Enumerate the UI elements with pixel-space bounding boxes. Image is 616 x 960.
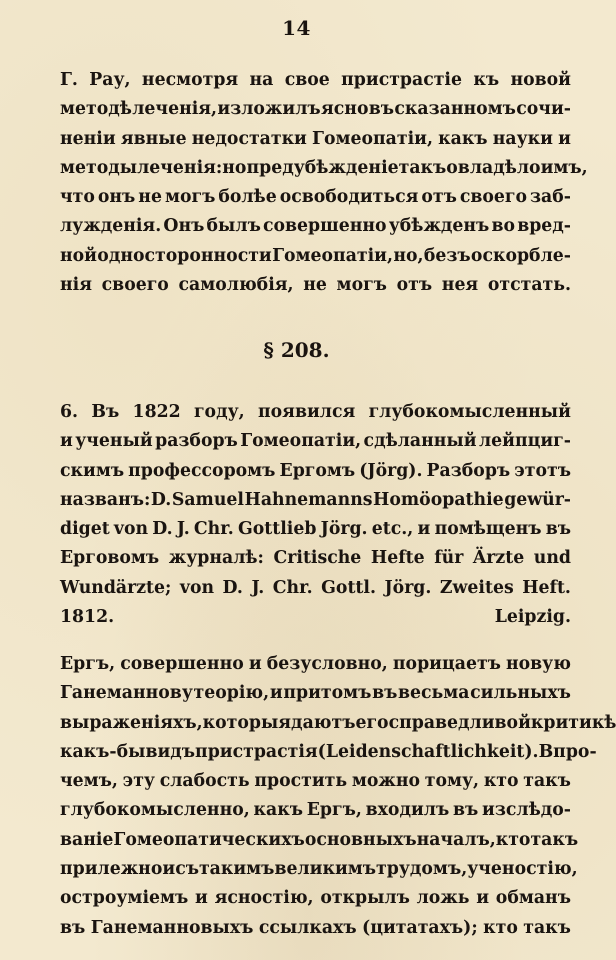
section-heading: § 208. bbox=[263, 338, 330, 362]
text-line: глубокомысленно, какъ Ергъ, входилъ въ изслѣдо- bbox=[60, 800, 571, 821]
paragraph-jorg-critique bbox=[60, 650, 616, 943]
text-line: Ганеманнову теорію, и притомъ въ весьма сильныхъ bbox=[60, 683, 571, 704]
text-line: diget von D. J. Chr. Gottlieb Jörg. etc., и помѣщенъ въ bbox=[60, 519, 571, 540]
text-line: скимъ профессоромъ Ергомъ (Jörg). Разборъ этотъ bbox=[60, 460, 571, 481]
text-line: и ученый разборъ Гомеопатіи, сдѣланный лейпциг- bbox=[60, 431, 571, 452]
text-line: ной односторонности Гомеопатіи, но, безъ оскорбле- bbox=[60, 245, 571, 266]
text-line: методы леченія: но предубѣжденіе такъ овладѣло имъ, bbox=[60, 157, 588, 178]
paragraph-jorg-review bbox=[60, 398, 571, 632]
text-line: нія своего самолюбія, не могъ отъ нея отстать. bbox=[60, 275, 571, 296]
text-line: ваніе Гомеопатическихъ основныхъ началъ, кто такъ bbox=[60, 829, 579, 850]
text-line: какъ-бы видъ пристрастія ( Leidenschaftlichkeit). Впро- bbox=[60, 741, 597, 762]
text-line: 6. Въ 1822 году, появился глубокомысленный bbox=[60, 402, 571, 422]
text-line: выраженіяхъ, которыя даютъ его справедливой критикѣ bbox=[60, 712, 616, 733]
text-line: что онъ не могъ болѣе освободиться отъ своего заб- bbox=[60, 187, 571, 208]
paragraph-rau bbox=[60, 66, 588, 300]
text-line: Ергъ, совершенно и безусловно, порицаетъ новую bbox=[60, 654, 571, 674]
text-line: лужденія. Онъ былъ совершенно убѣжденъ во вред- bbox=[60, 216, 571, 237]
text-line: методѣ леченія, изложилъ ясно въ сказанномъ сочи- bbox=[60, 99, 571, 120]
text-line: остроуміемъ и ясностію, открылъ ложь и обманъ bbox=[60, 888, 571, 909]
text-line: прилежно и съ такимъ великимъ трудомъ, ученостію, bbox=[60, 859, 578, 880]
page-number: 14 bbox=[282, 16, 311, 40]
text-line: въ Ганеманновыхъ ссылкахъ (цитатахъ); кто такъ bbox=[60, 917, 571, 938]
text-line: названъ: D. Samuel Hahnemanns Homöopathie gewür- bbox=[60, 489, 571, 510]
text-line: неніи явные недостатки Гомеопатіи, какъ науки и bbox=[60, 128, 571, 149]
text-line: Г. Рау, несмотря на свое пристрастіе къ новой bbox=[60, 70, 571, 90]
text-line: чемъ, эту слабость простить можно тому, кто такъ bbox=[60, 771, 571, 792]
text-line: Ерговомъ журналѣ: Critische Hefte für Ärzte und bbox=[60, 548, 571, 569]
text-line: 1812. Leipzig. bbox=[60, 607, 571, 628]
text-line: Wundärzte; von D. J. Chr. Gottl. Jörg. Zweites Heft. bbox=[60, 577, 571, 598]
